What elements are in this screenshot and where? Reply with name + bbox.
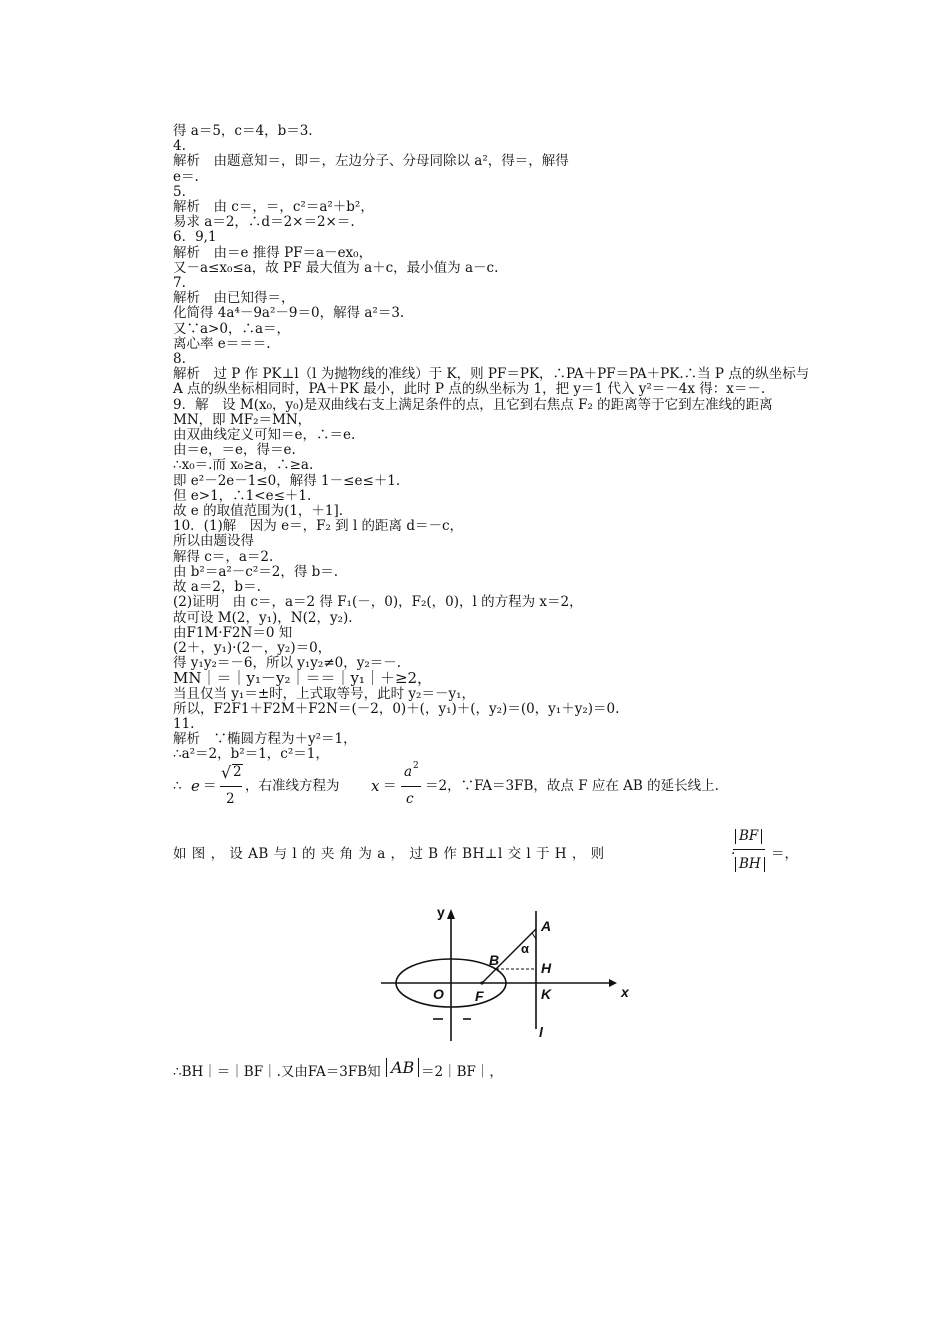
text-line: (2＋，y₁)·(2－，y₂)＝0， — [173, 639, 332, 656]
ellipse-figure — [381, 905, 641, 1045]
text-line: 所以，F2F1＋F2M＋F2N＝(－2，0)＋(，y₁)＋(，y₂)＝(0，y₁＋y₂)＝0. — [173, 700, 620, 717]
formula-abs: BF — [735, 829, 762, 844]
formula-text: ＝， — [771, 845, 798, 862]
text-paragraph: 解析 过 P 作 PK⊥l（l 为抛物线的准线）于 K，则 PF＝PK，∴PA＋PF＝PA＋PK.∴当 P 点的纵坐标与 A 点的纵坐标相同时，PA＋PK 最小，此时 P 点的纵坐标为 1，把 y＝1 代入 y²＝－4x 得：x＝－. — [173, 366, 810, 398]
document-body — [173, 124, 813, 1085]
text-line: 所以由题设得 — [173, 533, 254, 550]
text-line: 解析 ∵椭圆方程为＋y²＝1， — [173, 731, 357, 748]
text-line: 离心率 e＝＝＝. — [173, 335, 271, 352]
text-line: 解析 由题意知＝，即＝，左边分子、分母同除以 a²，得＝，解得 — [173, 153, 569, 170]
formula-text: 2 — [233, 763, 242, 780]
figure-label-y: y — [437, 903, 445, 920]
text-line: 由＝e，＝e，得＝e. — [173, 442, 296, 459]
figure-label-h: H — [541, 959, 552, 976]
text-line: 当且仅当 y₁＝±时，上式取等号，此时 y₂＝－y₁， — [173, 685, 476, 702]
formula-text: ＝ — [203, 777, 217, 794]
figure-label-o: O — [433, 985, 444, 1002]
figure-label-alpha: α — [521, 940, 529, 956]
figure-label-a: A — [541, 917, 552, 934]
formula-var: a — [404, 763, 413, 780]
problem-number: 6．9,1 — [173, 229, 217, 246]
problem-number: 7. — [173, 275, 186, 292]
formula-sup: 2 — [413, 760, 419, 771]
fraction-line — [733, 849, 765, 850]
text-line: (2)证明 由 c＝，a＝2 得 F₁(－，0)，F₂(，0)，l 的方程为 x＝2， — [173, 594, 583, 611]
text-line: 又－a≤x₀≤a，故 PF 最大值为 a＋c，最小值为 a－c. — [173, 259, 499, 276]
text-line: MN｜＝｜y₁－y₂｜＝＝｜y₁｜＋≥2， — [173, 669, 433, 688]
text-line: 故 a＝2，b＝. — [173, 579, 261, 596]
text-line: 得 y₁y₂＝－6，所以 y₁y₂≠0，y₂＝－. — [173, 655, 402, 672]
formula-var: c — [406, 790, 414, 807]
sqrt-symbol: √ — [221, 762, 232, 782]
problem-number: 8. — [173, 351, 186, 368]
ellipse-figure-svg — [381, 905, 641, 1045]
text-line: 10．(1)解 因为 e＝，F₂ 到 l 的距离 d＝－c， — [173, 518, 464, 535]
problem-number: 11. — [173, 715, 195, 732]
text-line: 得 a＝5，c＝4，b＝3. — [173, 123, 313, 139]
formula-text: ∴ — [173, 777, 182, 794]
figure-label-b: B — [489, 951, 500, 968]
text-line: 解得 c＝，a＝2. — [173, 548, 274, 565]
text-line: ∴x₀＝.而 x₀≥a，∴≥a. — [173, 457, 314, 474]
formula-abs: BH — [735, 857, 765, 872]
text-line: 易求 a＝2，∴d＝2×＝2×＝. — [173, 214, 355, 231]
y-axis-arrow-icon — [447, 909, 455, 919]
formula-row — [173, 1057, 813, 1085]
text-line: ＝2｜BF｜， — [421, 1063, 503, 1080]
text-line: 由 b²＝a²－c²＝2，得 b＝. — [173, 563, 339, 580]
figure-label-k: K — [541, 985, 552, 1002]
text-line: 化简得 4a⁴－9a²－9＝0，解得 a²＝3. — [173, 305, 405, 322]
text-line: 如 图 ， 设 AB 与 l 的 夹 角 为 a ， 过 B 作 BH⊥l 交 l 于 H ， 则 — [173, 845, 605, 862]
formula-var: e — [191, 776, 200, 795]
formula-text: · — [731, 845, 736, 862]
formula-abs: AB — [386, 1058, 419, 1077]
formula-row — [173, 827, 813, 889]
text-line: 又∵a>0，∴a＝， — [173, 320, 290, 337]
text-line: ∴a²＝2，b²＝1，c²＝1， — [173, 746, 329, 763]
text-line: 但 e>1，∴1<e≤＋1. — [173, 487, 312, 504]
text-line: 故 e 的取值范围为(1，＋1]. — [173, 503, 344, 520]
figure-label-l: l — [539, 1023, 543, 1040]
text-line: 由双曲线定义可知＝e，∴＝e. — [173, 427, 356, 444]
figure-label-x: x — [621, 983, 629, 1000]
formula-row — [173, 760, 813, 813]
figure-label-f: F — [475, 987, 484, 1004]
problem-number: 5. — [173, 183, 186, 200]
fraction-line — [401, 786, 421, 787]
text-line: 由F1M·F2N＝0 知 — [173, 624, 293, 641]
text-line: 解析 由＝e 推得 PF＝a－ex₀， — [173, 244, 373, 261]
formula-text: ＝2，∵FA＝3FB，故点 F 应在 AB 的延长线上. — [425, 777, 719, 794]
text-line: e＝. — [173, 168, 199, 185]
formula-var: x — [371, 776, 380, 795]
text-line: 故可设 M(2，y₁)，N(2，y₂). — [173, 609, 353, 626]
text-line: 解析 由 c＝，＝，c²＝a²＋b²， — [173, 199, 374, 216]
formula-text: ＝ — [383, 777, 397, 794]
x-axis-arrow-icon — [609, 979, 617, 987]
text-paragraph: 9．解 设 M(x₀，y₀)是双曲线右支上满足条件的点，且它到右焦点 F₂ 的距离等于它到左准线的距离 MN，即 MF₂＝MN， — [173, 396, 773, 428]
text-line: 解析 由已知得＝， — [173, 290, 295, 307]
formula-text: ，右准线方程为 — [245, 777, 340, 794]
problem-number: 4. — [173, 138, 186, 155]
focus-point — [480, 981, 483, 984]
formula-text: 2 — [226, 790, 235, 807]
text-line: ∴BH｜＝｜BF｜.又由FA＝3FB知 — [173, 1063, 381, 1080]
text-line: 即 e²－2e－1≤0，解得 1－≤e≤＋1. — [173, 472, 401, 489]
fraction-line — [220, 786, 242, 787]
